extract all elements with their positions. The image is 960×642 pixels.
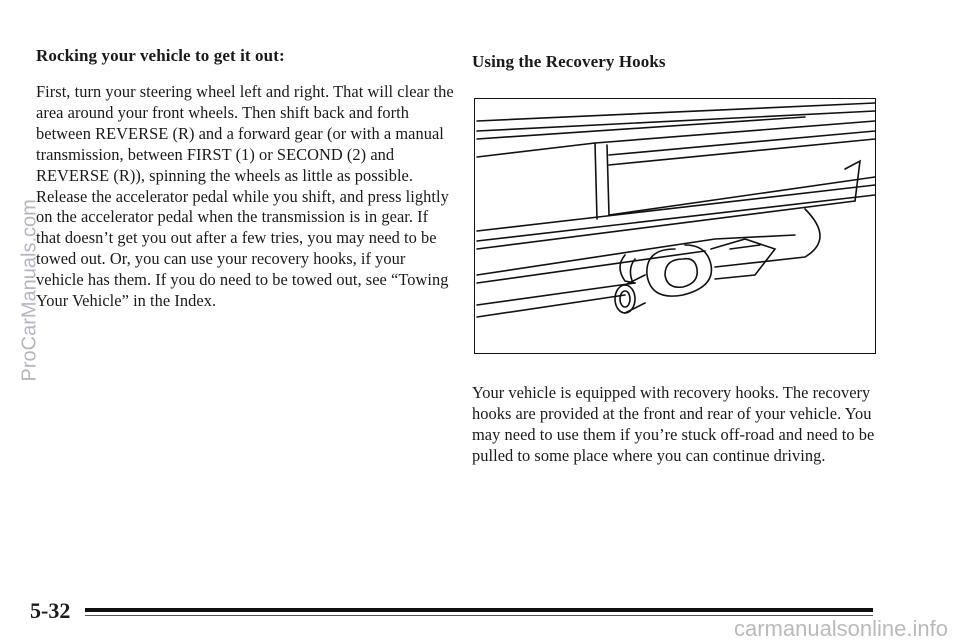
bottom-watermark: carmanualsonline.info [733, 616, 948, 641]
rocking-body: First, turn your steering wheel left and right. That will clear the area around your front wheels. Then shift back and forth between REVERSE (R) and a forward gear (or with a manual transmission, between FIRST (1) or SECOND (2) and REVERSE (R)), spinning the wheels as little as possible. Release the accelerator pedal while you shift, and press lightly on the accelerator pedal when the transmission is in gear. If that doesn’t get you out after a few tries, you may need to be towed out. Or, you can use your recovery hooks, if your vehicle has them. If you do need to be towed out, see “Towing Your Vehicle” in the Index. [36, 82, 454, 311]
recovery-hook-drawing [475, 99, 876, 354]
rocking-heading: Rocking your vehicle to get it out: [36, 46, 285, 65]
footer-rule [85, 608, 873, 612]
recovery-hooks-heading: Using the Recovery Hooks [472, 52, 666, 71]
recovery-hooks-body: Your vehicle is equipped with recovery hooks. The recovery hooks are provided at the front and rear of your vehicle. You may need to use them if you’re stuck off-road and need to be pulled to some place where you can continue driving. [472, 383, 875, 465]
recovery-hook-illustration [474, 98, 876, 354]
side-watermark: ProCarManuals.com [18, 199, 41, 382]
page-number: 5-32 [30, 598, 71, 623]
